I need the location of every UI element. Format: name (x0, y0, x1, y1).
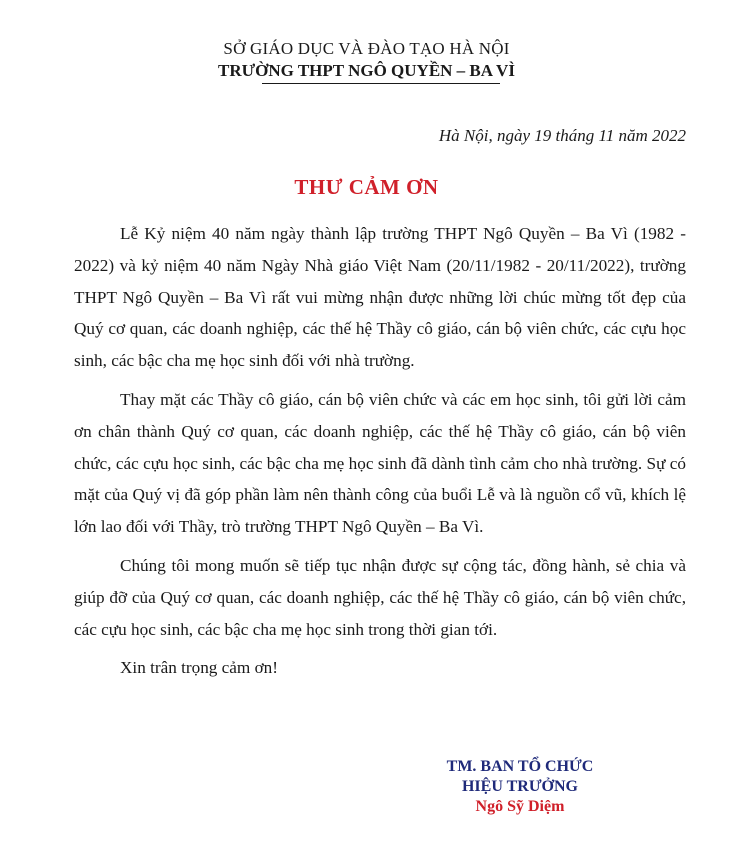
school-name: TRƯỜNG THPT NGÔ QUYỀN – BA VÌ (218, 61, 515, 80)
signature-name: Ngô Sỹ Diệm (475, 798, 565, 815)
signature-block (420, 757, 620, 817)
department-name: SỞ GIÁO DỤC VÀ ĐÀO TẠO HÀ NỘI (223, 39, 510, 58)
signature-role: HIỆU TRƯỞNG (461, 778, 578, 795)
paragraph: Chúng tôi mong muốn sẽ tiếp tục nhận được sự cộng tác, đồng hành, sẻ chia và giúp đỡ của Quý cơ quan, các doanh nghiệp, các thế hệ Thầy cô giáo, cán bộ viên chức, các cựu học sinh, các bậc cha mẹ học sinh trong thời gian tới. (74, 555, 686, 639)
paragraph: Thay mặt các Thầy cô giáo, cán bộ viên chức và các em học sinh, tôi gửi lời cảm ơn chân thành Quý cơ quan, các doanh nghiệp, các thế hệ Thầy cô giáo, cán bộ viên chức, các cựu học sinh, các bậc cha mẹ học sinh đã dành tình cảm cho nhà trường. Sự có mặt của Quý vị đã góp phần làm nên thành công của buổi Lễ và là nguồn cổ vũ, khích lệ lớn lao đối với Thầy, trò trường THPT Ngô Quyền – Ba Vì. (74, 389, 686, 537)
date-line: Hà Nội, ngày 19 tháng 11 năm 2022 (438, 126, 686, 145)
letter-title: THƯ CẢM ƠN (294, 175, 439, 199)
signature-organization: TM. BAN TỔ CHỨC (446, 758, 594, 775)
header-divider (262, 83, 500, 84)
letter-body (74, 218, 686, 691)
closing-line: Xin trân trọng cảm ơn! (120, 658, 279, 678)
paragraph: Lễ Kỷ niệm 40 năm ngày thành lập trường THPT Ngô Quyền – Ba Vì (1982 - 2022) và kỷ niệm 40 năm Ngày Nhà giáo Việt Nam (20/11/1982 - 20/11/2022), trường THPT Ngô Quyền – Ba Vì rất vui mừng nhận được những lời chúc mừng tốt đẹp của Quý cơ quan, các doanh nghiệp, các thế hệ Thầy cô giáo, cán bộ viên chức, các cựu học sinh, các bậc cha mẹ học sinh đối với nhà trường. (74, 224, 686, 371)
letter-header (0, 38, 733, 85)
